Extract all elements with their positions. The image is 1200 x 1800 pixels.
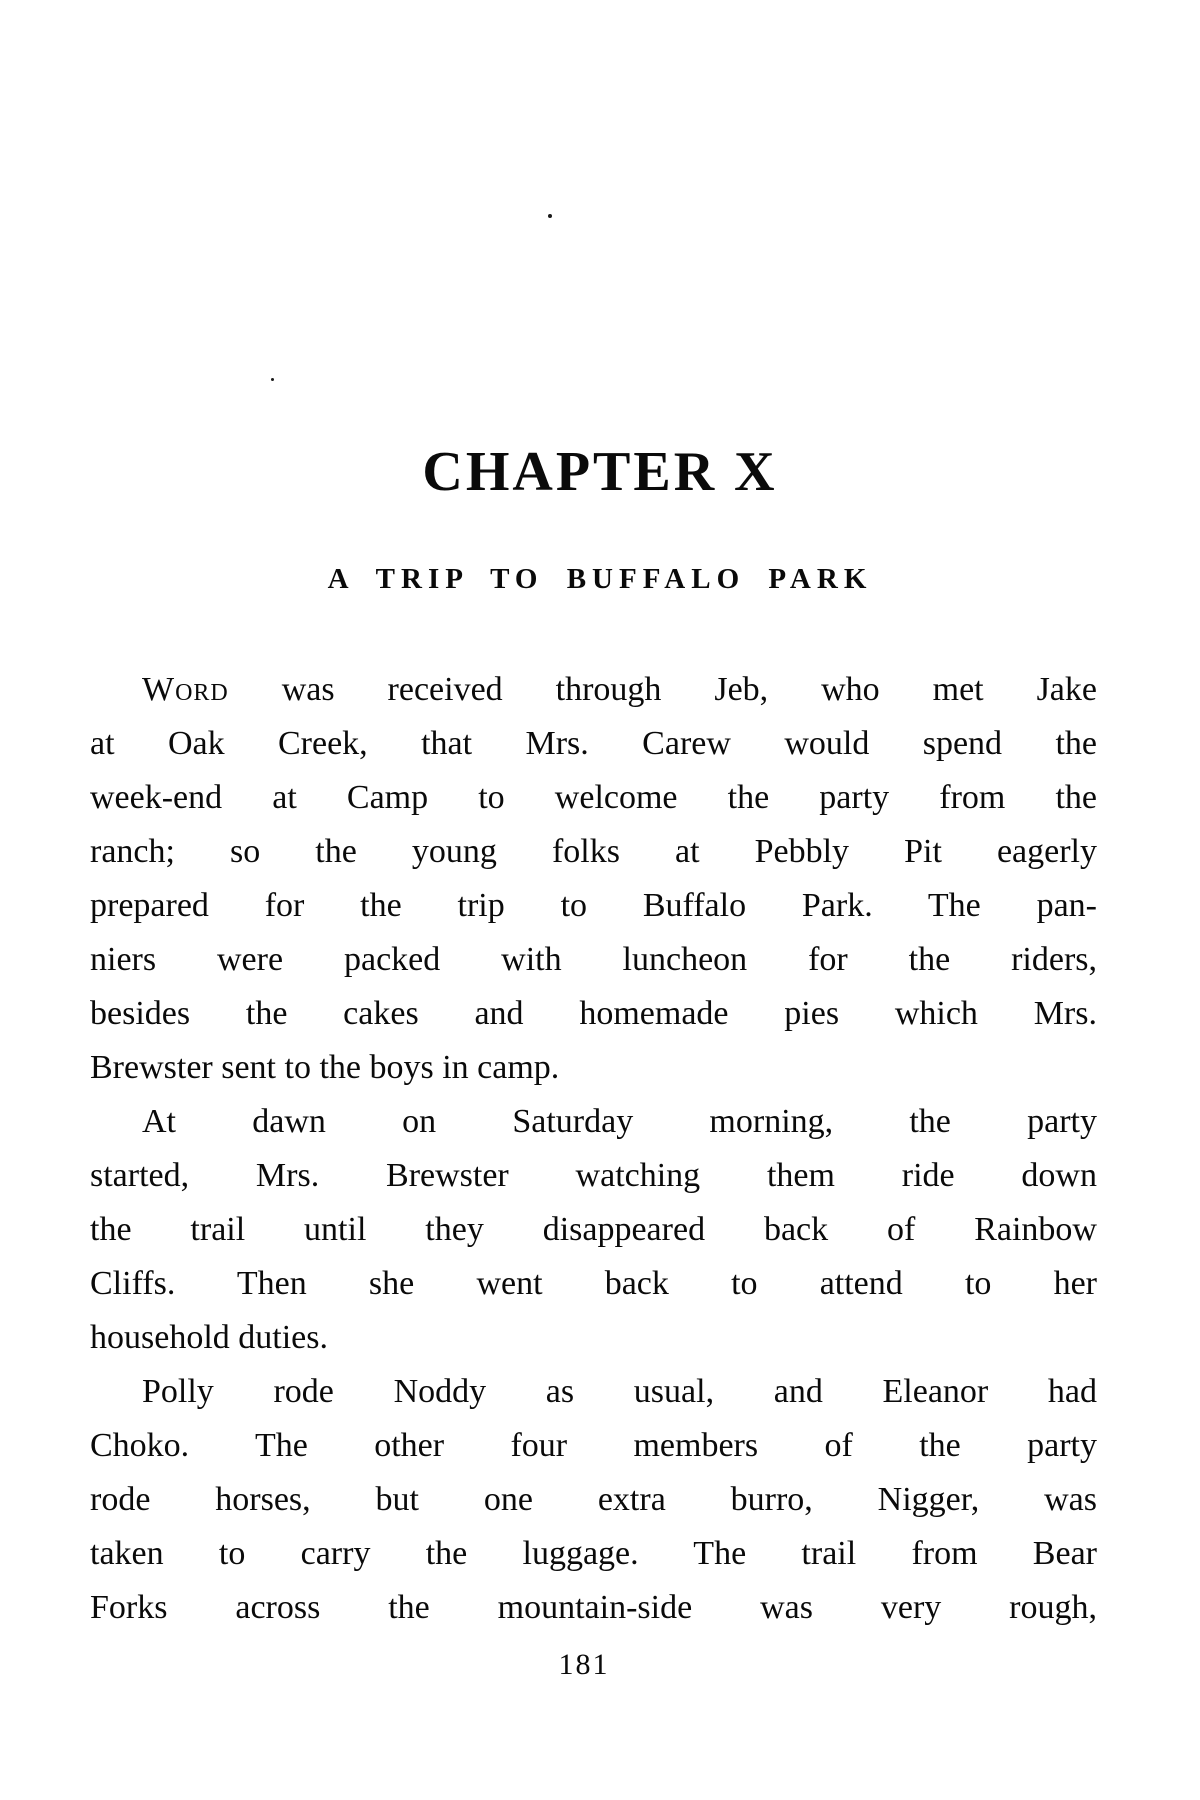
text-line: prepared for the trip to Buffalo Park. The pan- — [90, 887, 1097, 924]
text-line — [90, 663, 1097, 717]
text-line: besides the cakes and homemade pies which Mrs. — [90, 995, 1097, 1032]
text-line: household duties. — [90, 1319, 328, 1356]
text-line: taken to carry the luggage. The trail from Bear — [90, 1535, 1097, 1572]
lead-word: Word — [142, 671, 229, 708]
paragraph-1 — [90, 663, 1097, 1095]
text-line: niers were packed with luncheon for the riders, — [90, 941, 1097, 978]
text-line: rode horses, but one extra burro, Nigger, was — [90, 1481, 1097, 1518]
text-line: Brewster sent to the boys in camp. — [90, 1049, 560, 1086]
text-line: Choko. The other four members of the party — [90, 1427, 1097, 1464]
scan-speck — [548, 214, 552, 218]
chapter-subtitle: A TRIP TO BUFFALO PARK — [327, 563, 873, 595]
body-text — [90, 663, 1097, 1635]
text-line: Cliffs. Then she went back to attend to her — [90, 1265, 1097, 1302]
text-line: the trail until they disappeared back of Rainbow — [90, 1211, 1097, 1248]
page-number: 181 — [558, 1648, 610, 1681]
text-line: At dawn on Saturday morning, the party — [142, 1103, 1097, 1140]
text-line-rest: was received through Jeb, who met Jake — [228, 671, 1097, 708]
text-line: Polly rode Noddy as usual, and Eleanor had — [142, 1373, 1097, 1410]
text-line: Forks across the mountain-side was very rough, — [90, 1589, 1097, 1626]
paragraph-3 — [90, 1365, 1097, 1635]
text-line: at Oak Creek, that Mrs. Carew would spend the — [90, 725, 1097, 762]
scan-speck — [271, 378, 274, 381]
text-line: started, Mrs. Brewster watching them ride down — [90, 1157, 1097, 1194]
text-line: week-end at Camp to welcome the party from the — [90, 779, 1097, 816]
paragraph-2 — [90, 1095, 1097, 1365]
text-line: ranch; so the young folks at Pebbly Pit eagerly — [90, 833, 1097, 870]
chapter-heading: CHAPTER X — [422, 441, 778, 503]
